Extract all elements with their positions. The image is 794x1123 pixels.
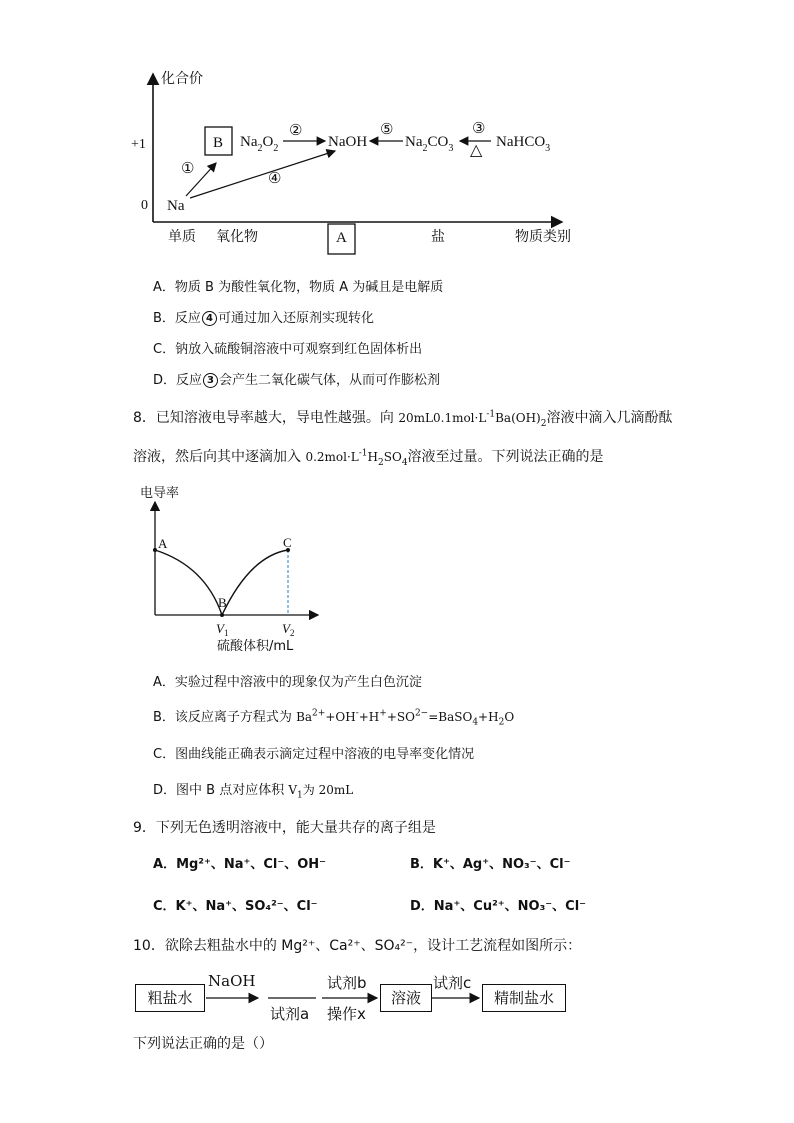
x-label-oxide: 氧化物 xyxy=(216,229,258,245)
q7-option-a[interactable] xyxy=(153,276,443,295)
flow-label-reagent-a: 试剂a xyxy=(270,1005,310,1023)
option-text: 实验过程中溶液中的现象仅为产生白色沉淀 xyxy=(174,675,422,690)
question-number: 10． xyxy=(133,938,165,954)
arrow-4 xyxy=(190,151,335,198)
graph-y-label: 电导率 xyxy=(140,486,180,501)
point-a: A xyxy=(158,536,168,551)
flow-label-reagent-b: 试剂b xyxy=(327,974,367,992)
option-letter: C． xyxy=(153,747,176,762)
x-label-category: 物质类别 xyxy=(515,229,571,245)
flow-box-crude-brine: 粗盐水 xyxy=(135,984,205,1012)
question-number: 8． xyxy=(133,410,156,426)
point-a-dot xyxy=(153,548,157,552)
mark-3: ③ xyxy=(472,121,486,137)
option-letter: B． xyxy=(410,857,433,872)
node-nahco3: NaHCO$_3$ xyxy=(496,134,551,154)
heat-symbol: △ xyxy=(470,142,483,159)
option-letter: D． xyxy=(153,373,177,388)
option-letter: A． xyxy=(153,675,175,690)
mark-4: ④ xyxy=(268,171,282,187)
option-text: Mg²⁺、Na⁺、Cl⁻、OH⁻ xyxy=(176,857,327,872)
conductivity-graph xyxy=(0,478,794,658)
q9-option-a[interactable] xyxy=(153,853,326,872)
flow-label-reagent-c: 试剂c xyxy=(433,974,472,992)
node-b: B xyxy=(213,135,224,151)
tick-v2: $V_2$ xyxy=(282,621,295,638)
option-letter: D． xyxy=(410,899,434,914)
valence-diagram xyxy=(0,0,794,265)
q8-option-b[interactable]: B．该反应离子方程式为 $Ba^{2+}+OH^-+H^++SO^{2-}=BaSO_4+H_2O$ xyxy=(153,708,515,728)
node-na2o2: $Na_2O_2$ xyxy=(240,134,279,154)
x-label-a: A xyxy=(336,230,347,246)
flow-box-refined-brine: 精制盐水 xyxy=(482,984,566,1012)
q9-option-d[interactable] xyxy=(410,895,586,914)
y-axis-label: 化合价 xyxy=(161,71,203,87)
point-c: C xyxy=(283,535,292,550)
option-letter: C． xyxy=(153,899,176,914)
circled-number: 4 xyxy=(202,311,217,326)
option-letter: A． xyxy=(153,857,177,872)
x-label-salt: 盐 xyxy=(431,229,445,245)
option-letter: A． xyxy=(153,280,175,295)
option-text: 钠放入硫酸铜溶液中可观察到红色固体析出 xyxy=(175,342,423,357)
q8-stem-line2: 溶液，然后向其中逐滴加入 $0.2mol\cdot L^{-1}H_2SO_4$溶液至过量。下列说法正确的是 xyxy=(133,448,604,468)
q10-question: 下列说法正确的是（） xyxy=(133,1036,273,1052)
node-naoh: NaOH xyxy=(328,134,368,150)
option-text: K⁺、Ag⁺、NO₃⁻、Cl⁻ xyxy=(432,857,571,872)
x-label-element: 单质 xyxy=(168,229,196,245)
option-text: 物质 B 为酸性氧化物，物质 A 为碱且是电解质 xyxy=(174,280,444,295)
question-number: 9． xyxy=(133,820,156,836)
flow-box-solution: 溶液 xyxy=(380,984,432,1012)
mark-1: ① xyxy=(181,161,195,177)
tick-zero: 0 xyxy=(141,198,148,213)
option-text: K⁺、Na⁺、SO₄²⁻、Cl⁻ xyxy=(175,899,318,914)
graph-x-label: 硫酸体积/mL xyxy=(217,639,294,654)
q7-option-c[interactable] xyxy=(153,338,422,357)
option-letter: B． xyxy=(153,710,175,725)
option-text: 图曲线能正确表示滴定过程中溶液的电导率变化情况 xyxy=(175,747,475,762)
option-letter: B． xyxy=(153,311,175,326)
q8-option-d[interactable]: D．图中 B 点对应体积 $V_1$为 20mL xyxy=(153,783,354,801)
q9-option-b[interactable] xyxy=(410,853,570,872)
flow-label-naoh: NaOH xyxy=(208,972,256,990)
point-b-dot xyxy=(220,613,224,617)
q9-option-c[interactable] xyxy=(153,895,318,914)
tick-v1: $V_1$ xyxy=(216,621,229,638)
q8-option-c[interactable] xyxy=(153,743,474,762)
node-na2co3: $Na_2CO_3$ xyxy=(405,134,454,154)
q7-option-b[interactable]: B．反应 4 可通过加入还原剂实现转化 xyxy=(153,311,374,326)
q10-stem: 10．欲除去粗盐水中的 Mg²⁺、Ca²⁺、SO₄²⁻，设计工艺流程如图所示： xyxy=(133,938,582,954)
point-b: B xyxy=(218,595,227,610)
option-text: Na⁺、Cu²⁺、NO₃⁻、Cl⁻ xyxy=(433,899,587,914)
flow-label-operation-x: 操作x xyxy=(327,1005,366,1023)
q8-stem-line1: 8．已知溶液电导率越大，导电性越强。向 $20mL0.1mol\cdot L^{-1}Ba(OH)_2$溶液中滴入几滴酚酞 xyxy=(133,409,673,429)
option-letter: C． xyxy=(153,342,176,357)
tick-plus1: +1 xyxy=(131,137,146,152)
q9-stem: 9．下列无色透明溶液中，能大量共存的离子组是 xyxy=(133,820,436,836)
option-letter: D． xyxy=(153,783,177,798)
q8-option-a[interactable] xyxy=(153,671,422,690)
circled-number: 3 xyxy=(203,373,218,388)
mark-2: ② xyxy=(289,123,303,139)
q7-option-d[interactable]: D．反应 3 会产生二氧化碳气体，从而可作膨松剂 xyxy=(153,373,441,388)
flow-arrows xyxy=(0,980,794,1020)
mark-5: ⑤ xyxy=(380,122,394,138)
node-na: Na xyxy=(167,198,185,214)
